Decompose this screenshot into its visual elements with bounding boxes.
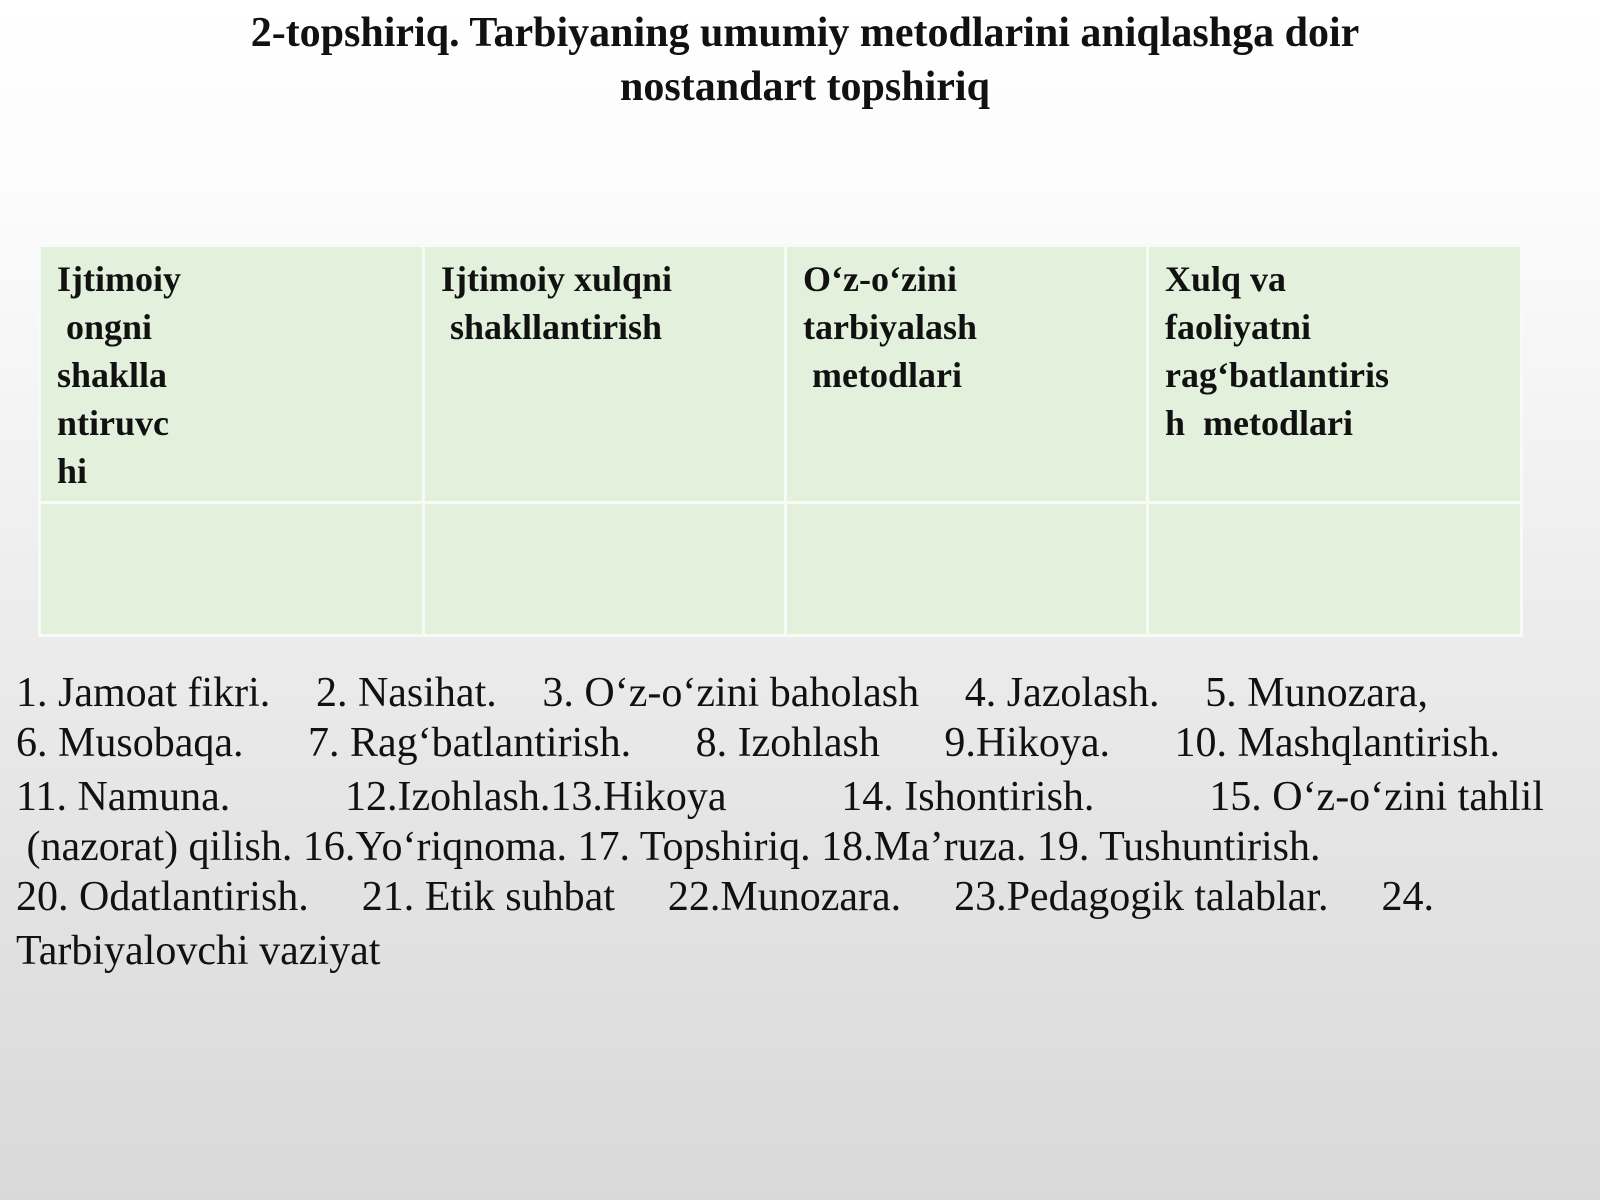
method-item: 15. O‘z-o‘zini tahlil: [1209, 774, 1544, 820]
header-text-line: O‘z-o‘zini: [803, 259, 957, 299]
method-item: 12.Izohlash.13.Hikoya: [345, 774, 727, 820]
methods-list-line-2: [16, 718, 1500, 768]
table-answer-row: [40, 503, 1522, 636]
method-item: 24.: [1381, 874, 1434, 920]
slide-title: [150, 6, 1460, 114]
method-item: 2. Nasihat.: [315, 670, 497, 716]
methods-list-line-5: [16, 872, 1434, 922]
method-item: 14. Ishontirish.: [841, 774, 1095, 820]
header-cell-self-education: [786, 246, 1148, 503]
method-item: 3. O‘z-o‘zini baholash: [542, 670, 920, 716]
method-item: 11. Namuna.: [16, 774, 231, 820]
method-item: 10. Mashqlantirish.: [1174, 720, 1500, 766]
answer-cell[interactable]: [786, 503, 1148, 636]
header-text-line: rag‘batlantiris: [1165, 355, 1389, 395]
header-text-line: faoliyatni: [1165, 307, 1312, 347]
answer-cell[interactable]: [40, 503, 424, 636]
header-cell-social-consciousness: [40, 246, 424, 503]
header-text-line: Ijtimoiy xulqni: [441, 259, 673, 299]
method-item: 6. Musobaqa.: [16, 720, 244, 766]
header-cell-encouragement: [1148, 246, 1522, 503]
methods-list-line-3: [16, 772, 1544, 822]
slide-title-line-1: 2-topshiriq. Tarbiyaning umumiy metodlarini aniqlashga doir: [250, 10, 1360, 56]
method-item: 20. Odatlantirish.: [16, 874, 309, 920]
slide-title-line-2: nostandart topshiriq: [620, 64, 990, 110]
header-text-line: ongni: [57, 307, 153, 347]
methods-list-line-6: Tarbiyalovchi vaziyat: [16, 928, 381, 974]
answer-cell[interactable]: [424, 503, 786, 636]
header-text-line: shakllantirish: [441, 307, 663, 347]
header-text-line: Ijtimoiy: [57, 259, 181, 299]
header-text-line: ntiruvc: [57, 403, 169, 443]
method-item: 22.Munozara.: [667, 874, 902, 920]
header-text-line: Xulq va: [1165, 259, 1287, 299]
method-item: 4. Jazolash.: [964, 670, 1160, 716]
methods-list: [16, 668, 1544, 976]
answer-cell[interactable]: [1148, 503, 1522, 636]
header-text-line: metodlari: [803, 355, 962, 395]
method-item: 8. Izohlash: [695, 720, 880, 766]
header-text-line: hi: [57, 451, 88, 491]
header-text-line: tarbiyalash: [803, 307, 978, 347]
method-item: 23.Pedagogik talablar.: [954, 874, 1329, 920]
method-item: 9.Hikoya.: [944, 720, 1110, 766]
method-item: 21. Etik suhbat: [361, 874, 615, 920]
header-cell-social-behavior: [424, 246, 786, 503]
method-item: 5. Munozara,: [1205, 670, 1428, 716]
methods-classification-table: [38, 244, 1523, 637]
table-header-row: [40, 246, 1522, 503]
methods-list-line-1: [16, 668, 1544, 718]
method-item: 7. Rag‘batlantirish.: [307, 720, 632, 766]
header-text-line: shaklla: [57, 355, 168, 395]
methods-list-line-4: (nazorat) qilish. 16.Yo‘riqnoma. 17. Topshiriq. 18.Ma’ruza. 19. Tushuntirish.: [16, 824, 1321, 870]
method-item: 1. Jamoat fikri.: [16, 670, 271, 716]
header-text-line: h metodlari: [1165, 403, 1353, 443]
